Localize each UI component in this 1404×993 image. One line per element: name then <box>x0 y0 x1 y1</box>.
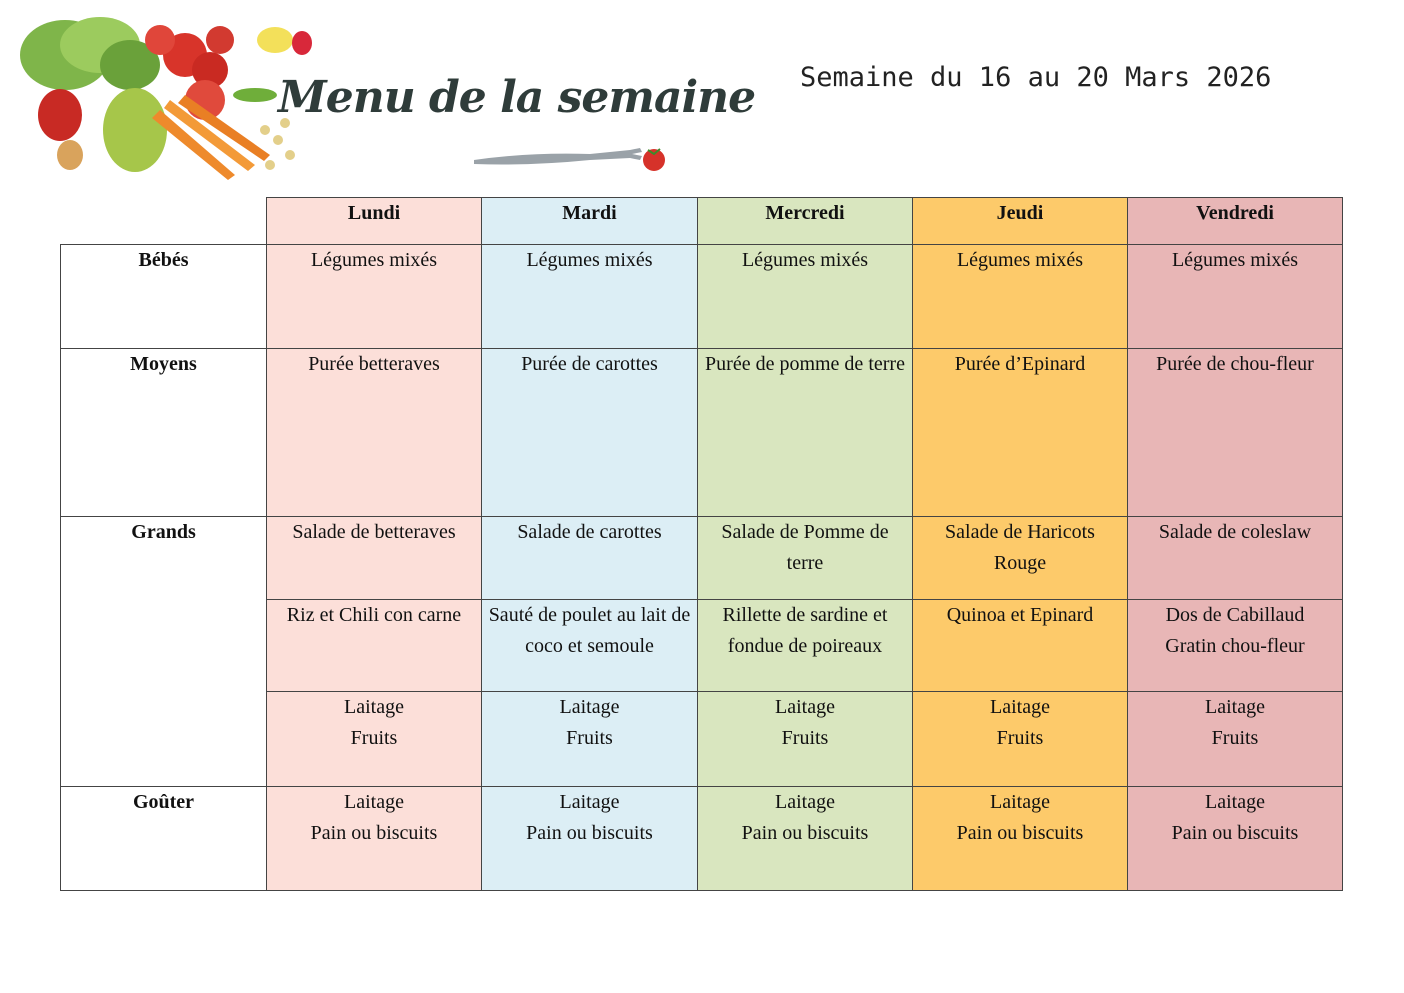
menu-cell <box>698 692 913 787</box>
menu-item-text: Riz et Chili con carne <box>286 604 462 626</box>
menu-table <box>60 197 1343 891</box>
menu-item-text: Purée betteraves <box>308 353 440 375</box>
row-label-moyens: Moyens <box>61 349 267 517</box>
menu-cell <box>698 349 913 517</box>
menu-cell <box>1128 692 1343 787</box>
menu-item-text: Dos de Cabillaud <box>1165 604 1305 626</box>
menu-cell <box>913 245 1128 349</box>
menu-item-text: Laitage <box>559 696 620 718</box>
menu-item-text: Quinoa et Epinard <box>946 604 1094 626</box>
menu-cell <box>267 600 482 692</box>
menu-cell <box>482 517 698 600</box>
menu-item-text: Fruits <box>566 727 613 749</box>
menu-cell <box>267 245 482 349</box>
menu-item-text: Légumes mixés <box>741 249 869 271</box>
row-label-grands: Grands <box>61 517 267 787</box>
vegetables-illustration <box>20 15 315 185</box>
menu-item-text: Salade de carottes <box>517 521 662 543</box>
menu-cell <box>1128 245 1343 349</box>
row-gouter <box>61 787 1343 891</box>
menu-cell <box>267 517 482 600</box>
menu-item-text: Pain ou biscuits <box>526 822 653 844</box>
menu-item-text: Laitage <box>1205 791 1265 813</box>
menu-item-text: Sauté de poulet au lait de coco et semoule <box>488 604 691 657</box>
menu-cell <box>482 692 698 787</box>
menu-cell <box>267 787 482 891</box>
row-bebes <box>61 245 1343 349</box>
menu-cell <box>267 692 482 787</box>
menu-item-text: Pain ou biscuits <box>741 822 869 844</box>
menu-item-text: Fruits <box>1211 727 1259 749</box>
menu-item-text: Laitage <box>559 791 620 813</box>
day-header-vendredi: Vendredi <box>1128 198 1343 245</box>
row-moyens <box>61 349 1343 517</box>
menu-cell <box>1128 349 1343 517</box>
menu-item-text: Pain ou biscuits <box>956 822 1084 844</box>
menu-cell <box>913 600 1128 692</box>
fork-icon <box>470 140 670 176</box>
menu-item-text: Laitage <box>990 791 1050 813</box>
menu-cell <box>913 349 1128 517</box>
menu-item-text: Laitage <box>775 696 835 718</box>
menu-item-text: Rillette de sardine et fondue de poireaux <box>722 604 888 657</box>
menu-item-text: Laitage <box>1205 696 1265 718</box>
menu-item-text: Fruits <box>996 727 1044 749</box>
page-title: Menu de la semaine <box>278 72 756 123</box>
menu-item-text: Purée de pomme de terre <box>705 353 905 375</box>
menu-cell <box>913 517 1128 600</box>
row-label-gouter: Goûter <box>61 787 267 891</box>
menu-cell <box>913 692 1128 787</box>
row-grands-entree <box>61 517 1343 600</box>
row-label-bebes: Bébés <box>61 245 267 349</box>
menu-cell <box>698 517 913 600</box>
menu-item-text: Légumes mixés <box>956 249 1084 271</box>
menu-cell <box>1128 787 1343 891</box>
menu-item-text: Fruits <box>781 727 829 749</box>
menu-item-text: Purée d’Epinard <box>954 353 1086 375</box>
menu-item-text: Purée de chou-fleur <box>1156 353 1314 375</box>
menu-item-text: Gratin chou-fleur <box>1165 635 1305 657</box>
menu-item-text: Purée de carottes <box>521 353 658 375</box>
menu-cell <box>267 349 482 517</box>
menu-item-text: Salade de Haricots Rouge <box>945 521 1095 574</box>
menu-item-text: Légumes mixés <box>1171 249 1299 271</box>
menu-cell <box>1128 600 1343 692</box>
menu-cell <box>1128 517 1343 600</box>
menu-item-text: Pain ou biscuits <box>310 822 438 844</box>
menu-item-text: Laitage <box>344 696 404 718</box>
menu-cell <box>482 245 698 349</box>
menu-item-text: Fruits <box>350 727 398 749</box>
menu-cell <box>482 349 698 517</box>
menu-cell <box>913 787 1128 891</box>
menu-item-text: Légumes mixés <box>526 249 653 271</box>
menu-item-text: Légumes mixés <box>310 249 438 271</box>
menu-cell <box>482 787 698 891</box>
menu-item-text: Laitage <box>344 791 404 813</box>
menu-item-text: Laitage <box>775 791 835 813</box>
day-header-mardi: Mardi <box>482 198 698 245</box>
menu-cell <box>698 600 913 692</box>
day-header-lundi: Lundi <box>267 198 482 245</box>
days-header-row <box>61 198 1343 245</box>
menu-item-text: Salade de betteraves <box>292 521 456 543</box>
menu-cell <box>482 600 698 692</box>
week-dates: Semaine du 16 au 20 Mars 2026 <box>800 62 1272 93</box>
corner-cell <box>61 198 267 245</box>
menu-item-text: Laitage <box>990 696 1050 718</box>
menu-item-text: Salade de coleslaw <box>1158 521 1312 543</box>
menu-item-text: Salade de Pomme de terre <box>721 521 889 574</box>
menu-cell <box>698 787 913 891</box>
day-header-mercredi: Mercredi <box>698 198 913 245</box>
menu-item-text: Pain ou biscuits <box>1171 822 1299 844</box>
menu-cell <box>698 245 913 349</box>
day-header-jeudi: Jeudi <box>913 198 1128 245</box>
